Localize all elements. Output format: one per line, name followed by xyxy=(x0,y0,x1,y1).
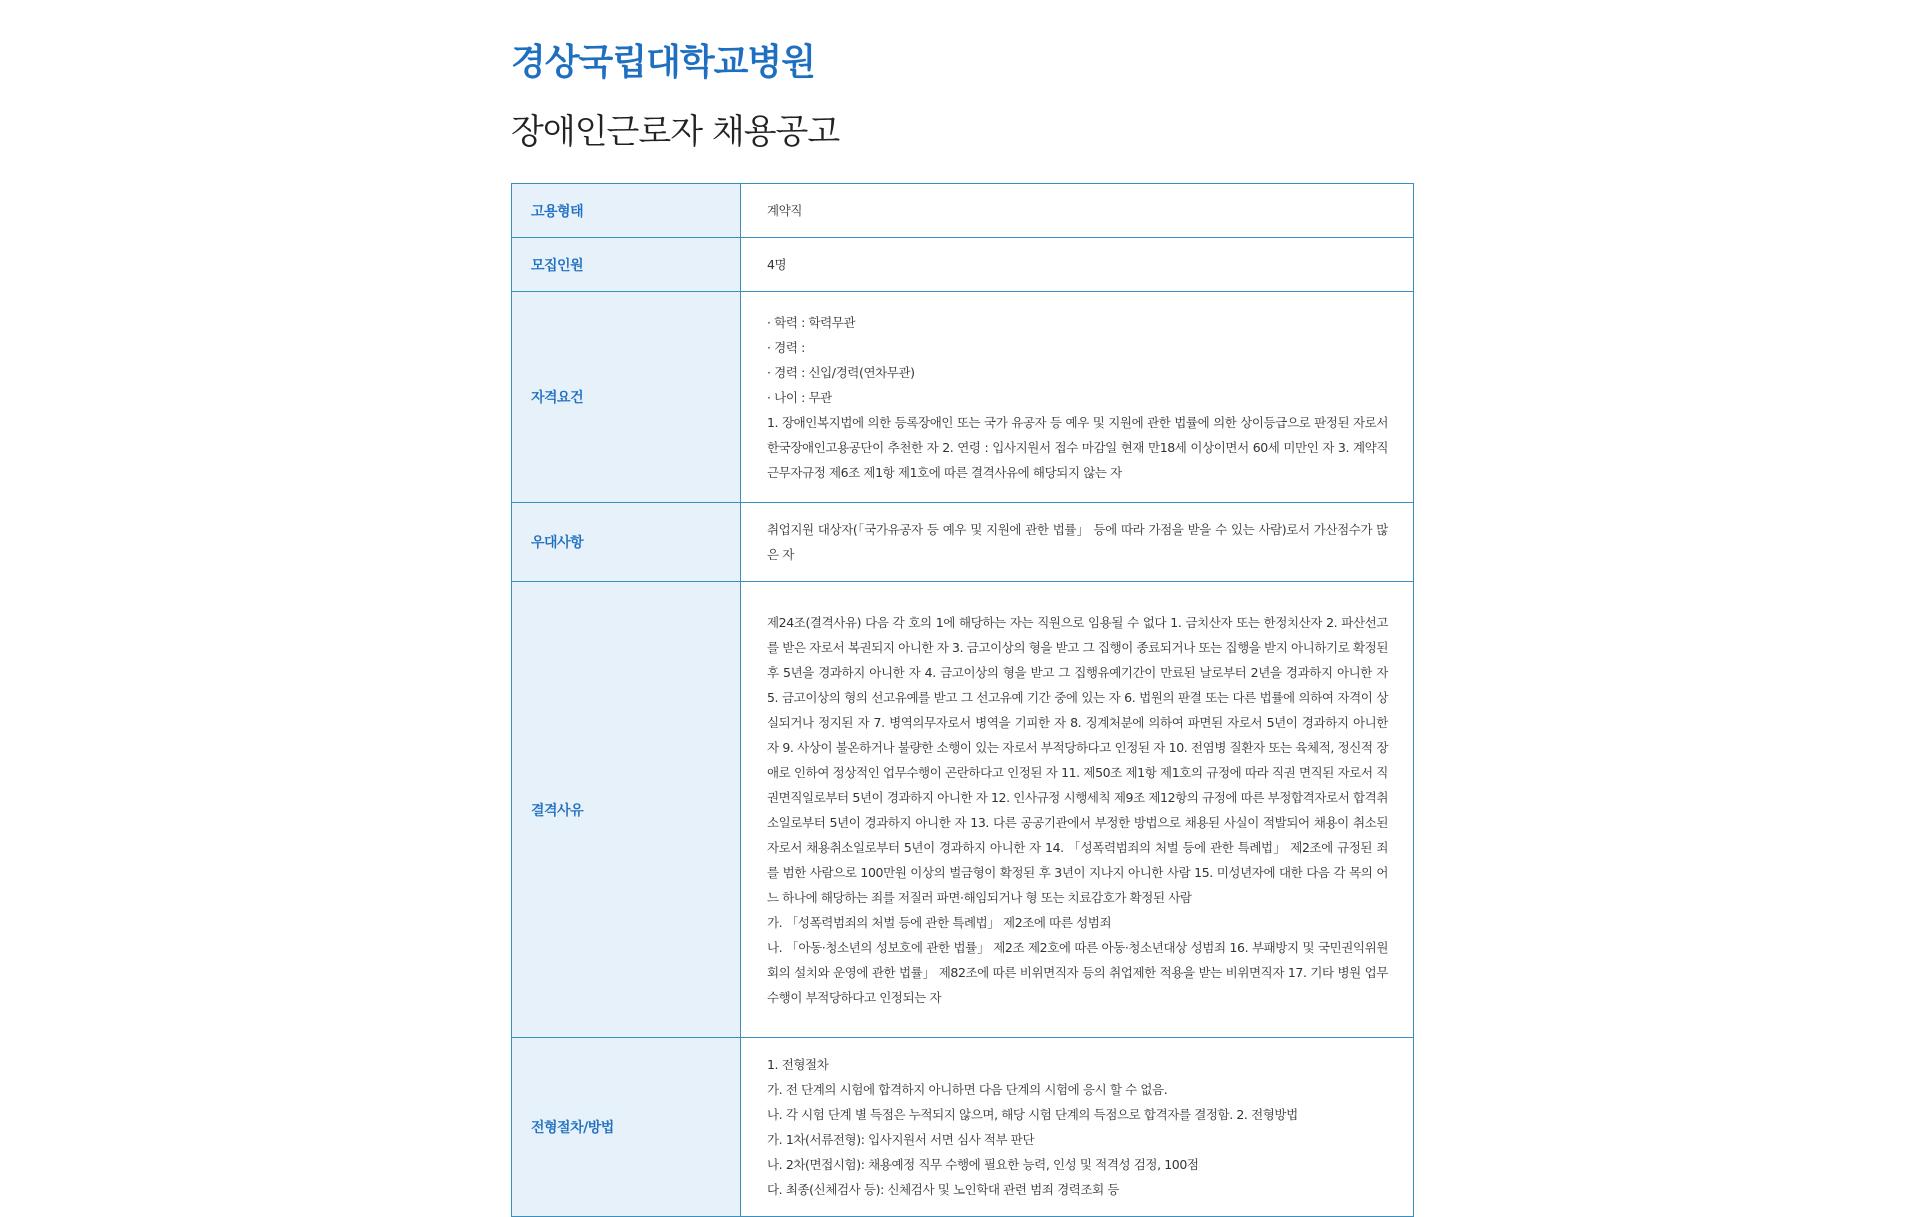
row-qualifications xyxy=(512,292,1414,503)
qualification-item: · 경력 : 신입/경력(연차무관) xyxy=(767,364,915,380)
selection-process-line: 가. 전 단계의 시험에 합격하지 아니하면 다음 단계의 시험에 응시 할 수 없음. xyxy=(767,1082,1168,1097)
employment-type-label: 고용형태 xyxy=(512,184,741,238)
selection-process-line: 1. 전형절차 xyxy=(767,1057,829,1072)
row-selection-process xyxy=(512,1038,1414,1217)
preference-value xyxy=(741,503,1414,582)
preference-label: 우대사항 xyxy=(512,503,741,582)
selection-process-line: 다. 최종(신체검사 등): 신체검사 및 노인학대 관련 범죄 경력조회 등 xyxy=(767,1182,1120,1197)
selection-process-line: 나. 각 시험 단계 별 득점은 누적되지 않으며, 해당 시험 단계의 득점으로 합격자를 결정함. 2. 전형방법 xyxy=(767,1107,1298,1122)
disqualification-paragraph: 가. 「성폭력범죄의 처벌 등에 관한 특례법」 제2조에 따른 성범죄 xyxy=(767,914,1112,930)
recruit-count-value: 4명 xyxy=(741,238,1414,292)
qualification-item: · 학력 : 학력무관 xyxy=(767,314,856,330)
qualification-detail: 1. 장애인복지법에 의한 등록장애인 또는 국가 유공자 등 예우 및 지원에 관한 법률에 의한 상이등급으로 판정된 자로서 한국장애인고용공단이 추천한 자 2. 연령 : 입사지원서 접수 마감일 현재 만18세 이상이면서 60세 미만인 자 3. 계약직근무자규정 제6조 제1항 제1호에 따른 결격사유에 해당되지 않는 자 xyxy=(767,414,1388,480)
selection-process-label: 전형절차/방법 xyxy=(512,1038,741,1217)
posting-info-table xyxy=(511,183,1414,1217)
qualifications-label: 자격요건 xyxy=(512,292,741,503)
row-recruit-count xyxy=(512,238,1414,292)
qualifications-value xyxy=(741,292,1414,503)
qualification-item: · 경력 : xyxy=(767,339,805,355)
employment-type-value: 계약직 xyxy=(741,184,1414,238)
disqualification-label: 결격사유 xyxy=(512,582,741,1038)
selection-process-value xyxy=(741,1038,1414,1217)
hospital-name: 경상국립대학교병원 xyxy=(511,42,815,83)
disqualification-paragraph: 제24조(결격사유) 다음 각 호의 1에 해당하는 자는 직원으로 임용될 수 없다 1. 금치산자 또는 한정치산자 2. 파산선고를 받은 자로서 복권되지 아니한 자 3. 금고이상의 형을 받고 그 집행이 종료되거나 또는 집행을 받지 아니하기로 확정된 후 5년을 경과하지 아니한 자 4. 금고이상의 형을 받고 그 집행유예기간이 만료된 날로부터 2년을 경과하지 아니한 자 5. 금고이상의 형의 선고유예를 받고 그 선고유예 기간 중에 있는 자 6. 법원의 판결 또는 다른 법률에 의하여 자격이 상실되거나 정지된 자 7. 병역의무자로서 병역을 기피한 자 8. 징계처분에 의하여 파면된 자로서 5년이 경과하지 아니한 자 9. 사상이 불온하거나 불량한 소행이 있는 자로서 부적당하다고 인정된 자 10. 전염병 질환자 또는 육체적, 정신적 장애로 인하여 정상적인 업무수행이 곤란하다고 인정된 자 11. 제50조 제1항 제1호의 규정에 따라 직권 면직된 자로서 직권면직일로부터 5년이 경과하지 아니한 자 12. 인사규정 시행세칙 제9조 제12항의 규정에 따른 부정합격자로서 합격취소일로부터 5년이 경과하지 아니한 자 13. 다른 공공기관에서 부정한 방법으로 채용된 사실이 적발되어 채용이 취소된 자로서 채용취소일로부터 5년이 경과하지 아니한 자 14. 「성폭력범죄의 처벌 등에 관한 특례법」 제2조에 규정된 죄를 범한 사람으로 100만원 이상의 벌금형이 확정된 후 3년이 지나지 아니한 사람 15. 미성년자에 대한 다음 각 목의 어느 하나에 해당하는 죄를 저질러 파면·해임되거나 형 또는 치료감호가 확정된 사람 xyxy=(767,614,1388,905)
row-employment-type xyxy=(512,184,1414,238)
selection-process-line: 나. 2차(면접시험): 채용예정 직무 수행에 필요한 능력, 인성 및 적격성 검정, 100점 xyxy=(767,1157,1199,1172)
disqualification-paragraph: 나. 「아동·청소년의 성보호에 관한 법률」 제2조 제2호에 따른 아동·청소년대상 성범죄 16. 부패방지 및 국민권익위원회의 설치와 운영에 관한 법률」 제82조에 따른 비위면직자 등의 취업제한 적용을 받는 비위면직자 17. 기타 병원 업무수행이 부적당하다고 인정되는 자 xyxy=(767,939,1388,1005)
selection-process-line: 가. 1차(서류전형): 입사지원서 서면 심사 적부 판단 xyxy=(767,1132,1035,1147)
recruit-count-label: 모집인원 xyxy=(512,238,741,292)
row-preference xyxy=(512,503,1414,582)
row-disqualification xyxy=(512,582,1414,1038)
posting-title: 장애인근로자 채용공고 xyxy=(511,112,840,152)
disqualification-value xyxy=(741,582,1414,1038)
preference-text: 취업지원 대상자(「국가유공자 등 예우 및 지원에 관한 법률」 등에 따라 가점을 받을 수 있는 사람)로서 가산점수가 많은 자 xyxy=(767,522,1388,562)
qualification-item: · 나이 : 무관 xyxy=(767,389,832,405)
